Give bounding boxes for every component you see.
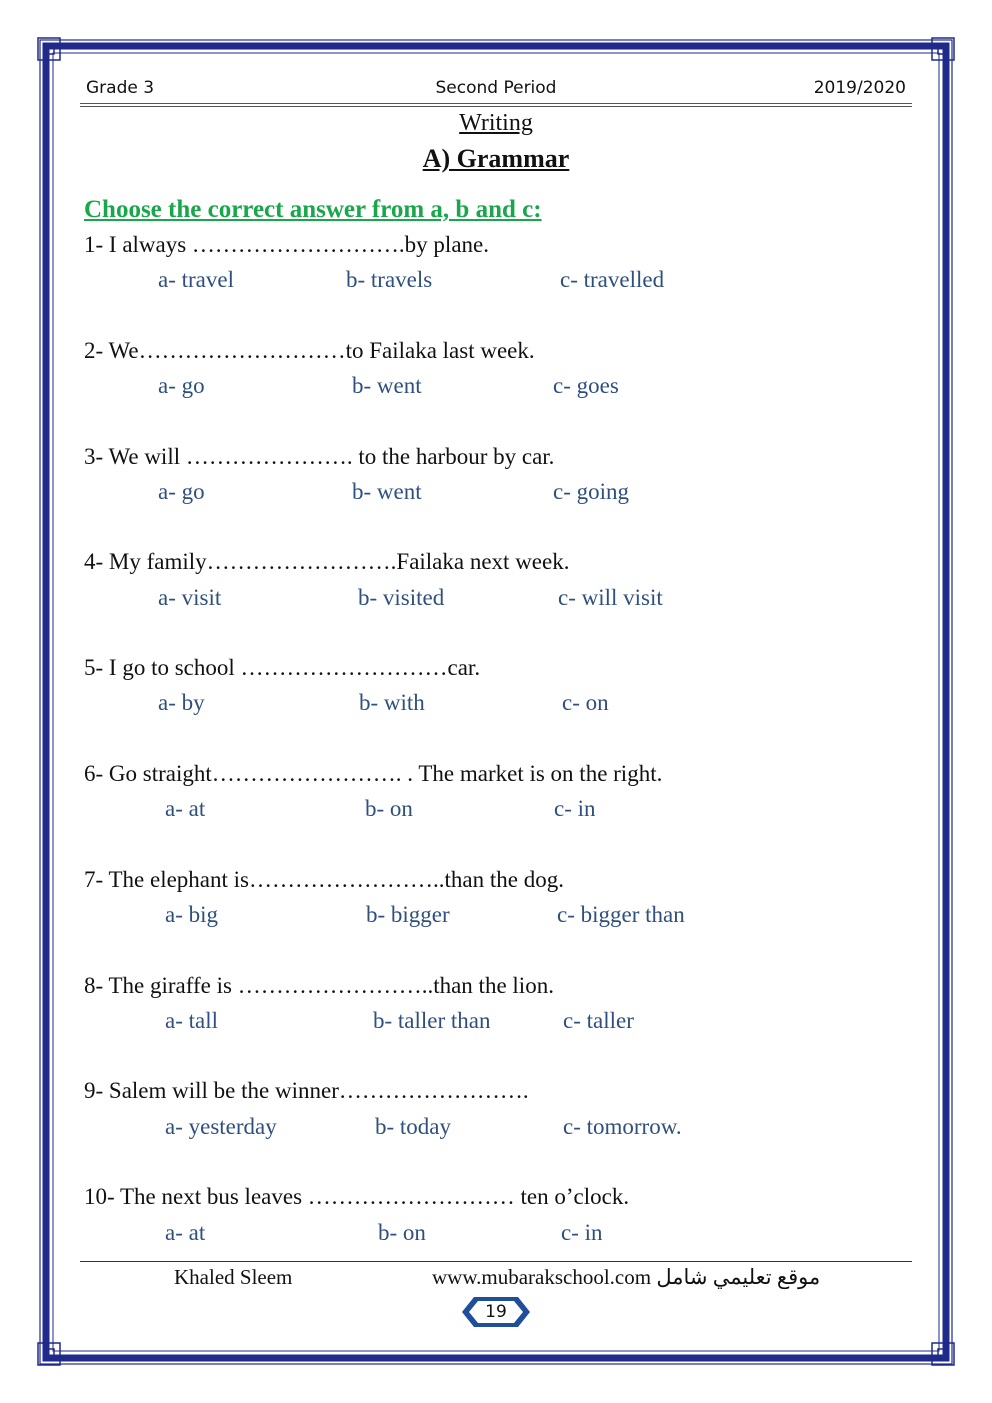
option-b: b- travels: [346, 267, 433, 292]
question-text: 10- The next bus leaves ……………………… ten o’clock.: [84, 1184, 630, 1209]
page-header: [80, 78, 912, 104]
option-c: c- will visit: [558, 585, 663, 610]
option-a: a- yesterday: [165, 1114, 277, 1139]
header-divider-secondary: [80, 106, 912, 107]
question-text: 4- My family…………………….Failaka next week.: [84, 549, 570, 574]
question-text: 3- We will …………………. to the harbour by car.: [84, 444, 555, 469]
option-c: c- going: [553, 479, 630, 504]
option-c: c- bigger than: [557, 902, 685, 927]
period-label: Second Period: [435, 78, 557, 98]
section-title: Writing: [459, 110, 533, 136]
footer-website: www.mubarakschool.com موقع تعليمي شامل: [432, 1265, 821, 1289]
option-a: a- at: [165, 796, 206, 821]
question-text: 2- We………………………to Failaka last week.: [84, 338, 535, 363]
option-b: b- went: [352, 373, 422, 398]
question-text: 5- I go to school ………………………car.: [84, 655, 481, 680]
page-number-badge: [460, 1293, 532, 1331]
option-b: b- taller than: [373, 1008, 491, 1033]
option-c: c- taller: [563, 1008, 634, 1033]
footer-author: Khaled Sleem: [174, 1265, 293, 1289]
question-text: 8- The giraffe is ……………………..than the lion.: [84, 973, 554, 998]
option-a: a- tall: [165, 1008, 218, 1033]
option-b: b- on: [365, 796, 413, 821]
year-label: 2019/2020: [813, 78, 906, 98]
instruction-text: Choose the correct answer from a, b and c:: [84, 196, 542, 223]
option-c: c- in: [561, 1220, 603, 1245]
header-divider: [80, 103, 912, 104]
option-a: a- go: [158, 373, 205, 398]
option-a: a- big: [165, 902, 219, 927]
section-subtitle: A) Grammar: [422, 144, 570, 173]
option-b: b- today: [375, 1114, 452, 1139]
question-text: 6- Go straight……………………. . The market is on the right.: [84, 761, 663, 786]
question-text: 1- I always ……………………….by plane.: [84, 232, 489, 257]
option-b: b- with: [359, 690, 425, 715]
option-b: b- on: [378, 1220, 426, 1245]
option-b: b- bigger: [366, 902, 450, 927]
option-c: c- tomorrow.: [563, 1114, 682, 1139]
question-text: 9- Salem will be the winner…………………….: [84, 1078, 529, 1103]
footer-divider: [80, 1261, 912, 1262]
option-a: a- visit: [158, 585, 222, 610]
option-c: c- goes: [553, 373, 619, 398]
option-b: b- went: [352, 479, 422, 504]
option-c: c- on: [562, 690, 609, 715]
option-a: a- by: [158, 690, 205, 715]
page-number: 19: [485, 1302, 507, 1322]
option-a: a- go: [158, 479, 205, 504]
option-a: a- at: [165, 1220, 206, 1245]
question-text: 7- The elephant is……………………..than the dog.: [84, 867, 564, 892]
option-c: c- in: [554, 796, 596, 821]
option-a: a- travel: [158, 267, 234, 292]
option-c: c- travelled: [560, 267, 665, 292]
option-b: b- visited: [358, 585, 445, 610]
grade-label: Grade 3: [86, 78, 155, 98]
